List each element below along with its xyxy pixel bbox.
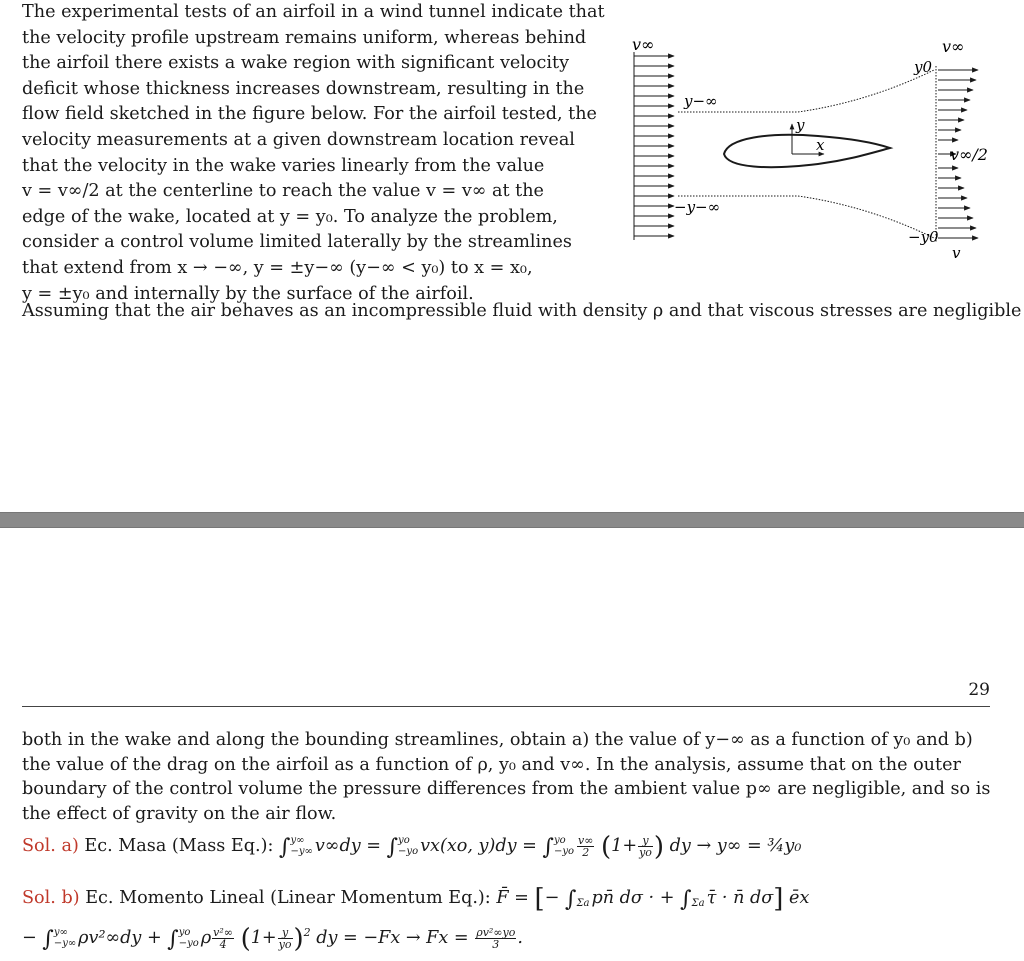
text-line: consider a control volume limited laterally by the streamlines [22, 232, 572, 253]
problem-statement [22, 0, 622, 307]
text-line: both in the wake and along the bounding streamlines, obtain a) the value of y−∞ as a function of y₀ and b) [22, 730, 973, 750]
text-line: the effect of gravity on the air flow. [22, 803, 337, 824]
solution-a-tag: Sol. a) [22, 836, 79, 856]
text-line: the airfoil there exists a wake region with significant velocity [22, 53, 570, 74]
momentum-equation-integral: − ∫ y∞ −y∞ ρv²∞dy + ∫ yo −yo ρ $\frac{\text{v²∞}}{4}$ (1+ $\frac{y}{yo}$ )$^2$ [22, 924, 311, 954]
page-header-rule [22, 706, 990, 707]
solution-a-result: → y∞ = ¾y₀ [696, 836, 802, 856]
v-label: v [952, 244, 961, 262]
upstream-arrows [634, 56, 674, 236]
neg-y0-label: −y0 [908, 228, 939, 246]
y-minus-inf-bottom-label: −y−∞ [674, 198, 721, 216]
airfoil-shape [724, 135, 890, 167]
text-line: that extend from x → −∞, y = ±y−∞ (y−∞ < y₀) to x = x₀, [22, 257, 533, 278]
momentum-equation-vector: F̄ = [− ∫ Σa pn̄ dσ · + ∫ Σa τ̄ · n̄ dσ] ēx [496, 884, 810, 914]
solution-b-label: Ec. Momento Lineal (Linear Momentum Eq.): [85, 888, 491, 908]
text-line: y = ±y₀ and internally by the surface of the airfoil. [22, 283, 474, 304]
drag-result: $\frac{\text{ρv²∞yo}}{3}$ . [476, 925, 523, 951]
text-line: v = v∞/2 at the centerline to reach the value v = v∞ at the [22, 181, 544, 202]
text-line: The experimental tests of an airfoil in a wind tunnel indicate that [22, 2, 605, 22]
v-inf-left-label: v∞ [632, 36, 655, 54]
v-inf-right-label: v∞ [942, 37, 965, 56]
text-line: the velocity profile upstream remains uniform, whereas behind [22, 27, 587, 48]
text-line: the value of the drag on the airfoil as a function of ρ, y₀ and v∞. In the analysis, assume that on the outer [22, 754, 961, 775]
airfoil-wake-figure [628, 36, 1008, 266]
text-line: flow field sketched in the figure below. For the airfoil tested, the [22, 104, 597, 125]
mass-equation: ∫ y∞ −y∞ v∞dy = ∫ yo −yo vx(xo, y)dy = ∫ yo −yo $\frac{v\infty}{2}$ (1+ $\frac{y}{yo}$ ) dy [279, 832, 697, 862]
solution-a-label: Ec. Masa (Mass Eq.): [84, 836, 274, 856]
text-line: that the velocity in the wake varies linearly from the value [22, 155, 545, 176]
text-line: boundary of the control volume the pressure differences from the ambient value p∞ are negligible, and so is [22, 779, 991, 799]
axis-x-label: x [816, 136, 825, 154]
text-line: velocity measurements at a given downstream location reveal [22, 129, 575, 150]
solution-b [22, 884, 809, 914]
text-line: edge of the wake, located at y = y₀. To analyze the problem, [22, 206, 558, 227]
solution-b-tag: Sol. b) [22, 888, 80, 908]
y0-top-label: y0 [914, 58, 933, 76]
solution-b-line2 [22, 924, 523, 954]
assumption-line: Assuming that the air behaves as an incompressible fluid with density ρ and that viscous stresses are negligible [22, 301, 1022, 321]
text-line: deficit whose thickness increases downstream, resulting in the [22, 78, 585, 99]
page-separator [0, 512, 1024, 528]
y-minus-inf-top-label: y−∞ [684, 92, 718, 110]
axis-y-label: y [796, 116, 805, 134]
solution-b-result: dy = −Fx → Fx = [316, 928, 469, 948]
page-number: 29 [968, 680, 990, 700]
v-half-label: v∞/2 [950, 145, 988, 164]
problem-continuation [22, 728, 1002, 826]
solution-a [22, 832, 801, 862]
